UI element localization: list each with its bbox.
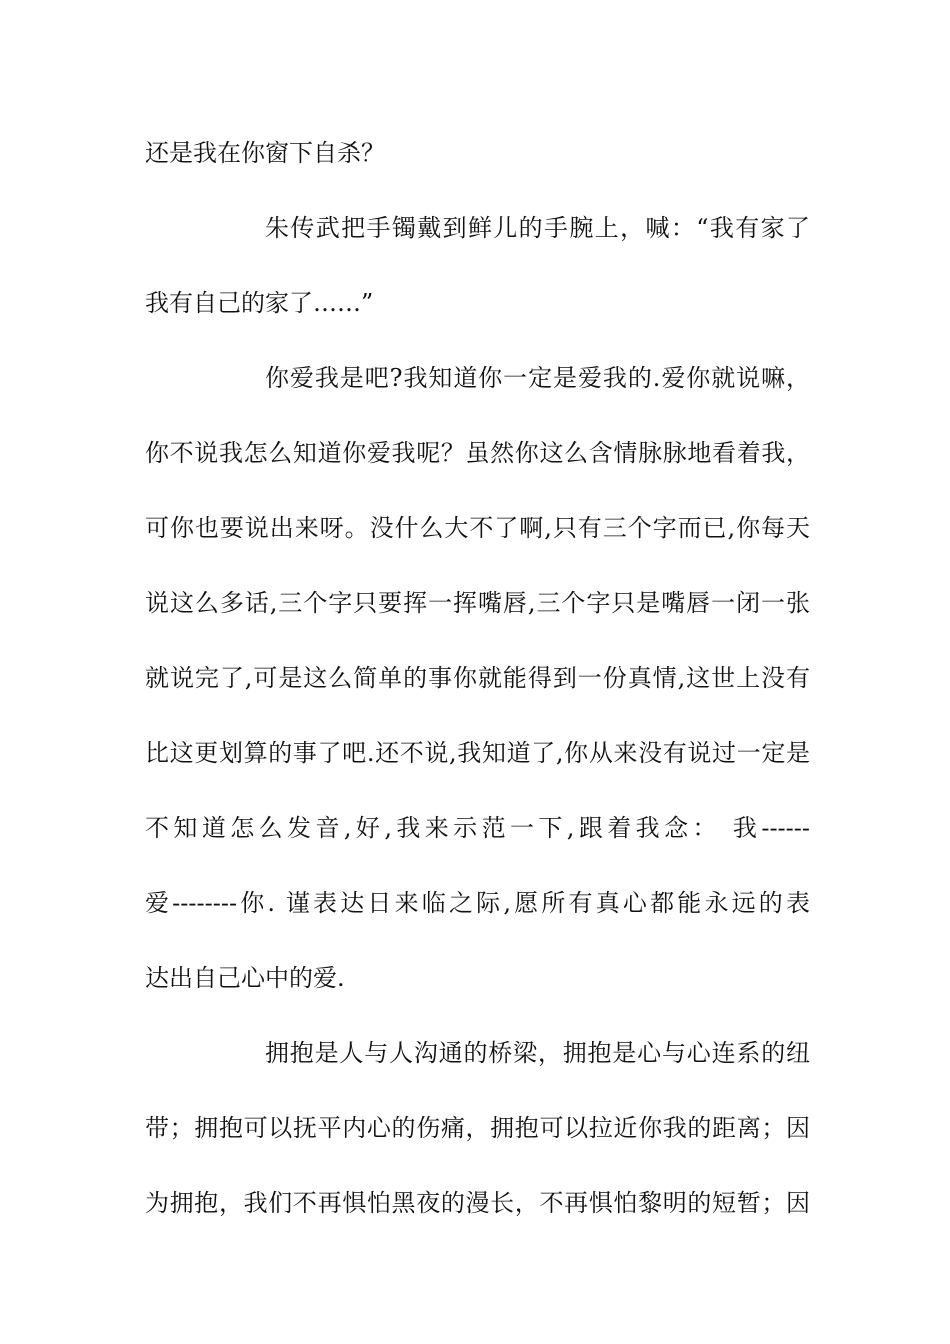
paragraph-first-line: 拥抱是人与人沟通的桥梁，拥抱是心与心连系的纽 — [265, 1039, 810, 1067]
text-line: 我有自己的家了……” — [145, 289, 374, 317]
text-line: 还是我在你窗下自杀？ — [145, 139, 385, 167]
text-line: 达出自己心中的爱. — [145, 964, 345, 992]
text-line: 你不说我怎么知道你爱我呢？虽然你这么含情脉脉地看着我， — [145, 439, 810, 467]
text-line: 可你也要说出来呀。没什么大不了啊,只有三个字而已,你每天 — [145, 514, 810, 542]
text-line: 不知道怎么发音,好,我来示范一下,跟着我念： 我------ — [145, 814, 810, 842]
text-line: 带；拥抱可以抚平内心的伤痛，拥抱可以拉近你我的距离；因 — [145, 1114, 810, 1142]
text-line: 说这么多话,三个字只要挥一挥嘴唇,三个字只是嘴唇一闭一张 — [145, 589, 810, 617]
text-line: 为拥抱，我们不再惧怕黑夜的漫长，不再惧怕黎明的短暂；因 — [145, 1189, 810, 1217]
text-line: 爱--------你. 谨表达日来临之际,愿所有真心都能永远的表 — [145, 889, 810, 917]
text-line: 就说完了,可是这么简单的事你就能得到一份真情,这世上没有 — [145, 664, 810, 692]
text-line: 比这更划算的事了吧.还不说,我知道了,你从来没有说过一定是 — [145, 739, 810, 767]
paragraph-first-line: 你爱我是吧?我知道你一定是爱我的.爱你就说嘛， — [265, 364, 810, 392]
paragraph-first-line: 朱传武把手镯戴到鲜儿的手腕上，喊：“我有家了 — [265, 214, 810, 242]
